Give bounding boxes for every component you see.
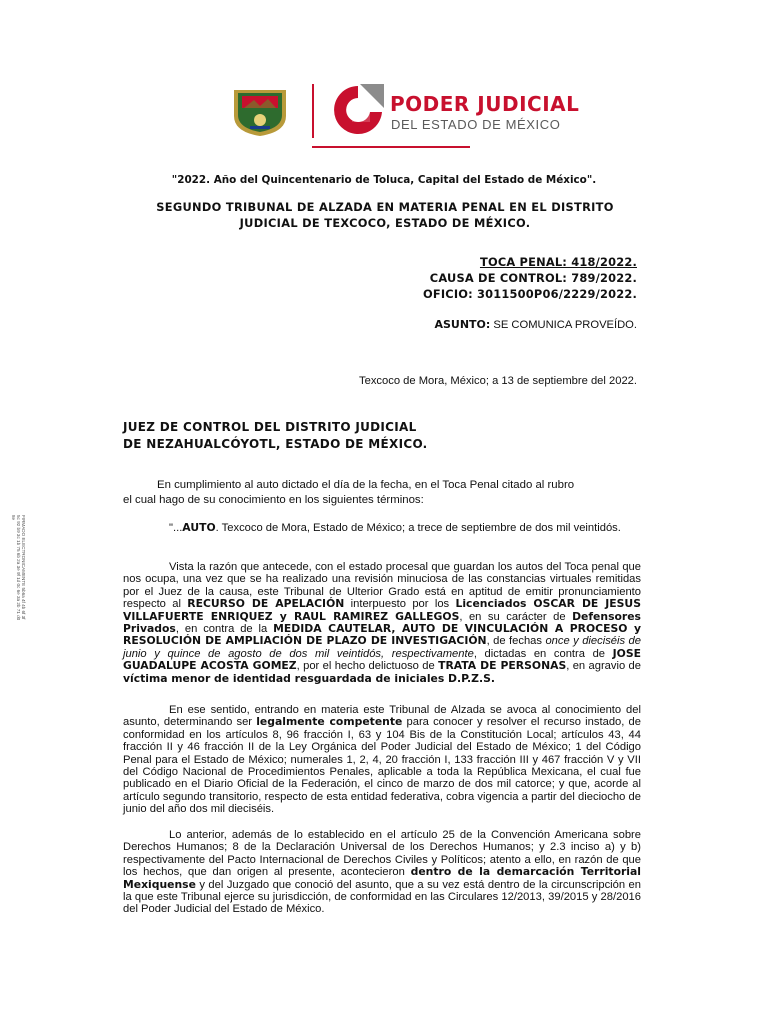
motto: "2022. Año del Quincentenario de Toluca, Capital del Estado de México". (171, 174, 597, 186)
reference-block (380, 254, 637, 302)
intro-paragraph (123, 478, 641, 508)
auto-paragraph: "...AUTO. Texcoco de Mora, Estado de México; a trece de septiembre de dos mil veintidós. (169, 521, 621, 534)
letterhead (0, 0, 768, 160)
paragraph-vista: Vista la razón que antecede, con el estado procesal que guardan los autos del Toca penal que nos ocupa, una vez que se ha realizado una revisión minuciosa de las constancias virtuales remitidas por el Juez de la causa, este Tribunal de Ulterior Grado está en aptitud de emitir pronunciamiento respecto al RECURSO DE APELACIÓN interpuesto por los Licenciados OSCAR DE JESUS VILLAFUERTE ENRIQUEZ y RAUL RAMIREZ GALLEGOS, en su carácter de Defensores Privados, en contra de la MEDIDA CAUTELAR, AUTO DE VINCULACIÓN A PROCESO y RESOLUCIÓN DE AMPLIACIÓN DE PLAZO DE INVESTIGACIÓN, de fechas once y dieciséis de junio y quince de agosto de dos mil veintidós, respectivamente, dictadas en contra de JOSE GUADALUPE ACOSTA GOMEZ, por el hecho delictuoso de TRATA DE PERSONAS, en agravio de víctima menor de identidad resguardada de iniciales D.P.Z.S. (123, 561, 642, 685)
brand-name: PODER JUDICIAL (390, 92, 580, 116)
tribunal-title (120, 199, 650, 231)
intro-line-1: En cumplimiento al auto dictado el día de la fecha, en el Toca Penal citado al rubro (157, 479, 575, 491)
brand-subtitle: DEL ESTADO DE MÉXICO (391, 117, 561, 132)
logo-divider (312, 84, 314, 138)
asunto-line (380, 318, 637, 331)
causa-de-control: CAUSA DE CONTROL: 789/2022. (429, 271, 637, 285)
auto-label: AUTO (182, 521, 216, 534)
addressee-line-2: DE NEZAHUALCÓYOTL, ESTADO DE MÉXICO. (123, 437, 428, 451)
header-underline (312, 146, 470, 148)
tribunal-line-2: JUDICIAL DE TEXCOCO, ESTADO DE MÉXICO. (239, 216, 531, 230)
electronic-signature-note: FIRMADO ELECTRONICAMENTE 5b6a 4f 4b 6f 3f 5c 92 b9 3c 1b 75 6b 2a 3e 9f 1d 0c 6e 3a 2b 71 d0 8e (11, 515, 26, 621)
poder-judicial-logo-icon (330, 82, 388, 138)
toca-penal: TOCA PENAL: 418/2022. (479, 255, 637, 269)
tribunal-line-1: SEGUNDO TRIBUNAL DE ALZADA EN MATERIA PENAL EN EL DISTRITO (156, 200, 614, 214)
paragraph-competencia: En ese sentido, entrando en materia este Tribunal de Alzada se avoca al conocimiento del asunto, determinando ser legalmente competente para conocer y resolver el recurso instado, de conformidad en los artículos 8, 96 fracción I, 63 y 104 Bis de la Constitución Local; artículos 43, 44 fracción II y 46 fracción II de la Ley Orgánica del Poder Judicial del Estado de México; 1 del Código Penal para el Estado de México; numerales 1, 2, 4, 20 fracción I, 133 fracción III y 467 fracción V y VII del Código Nacional de Procedimientos Penales, aplicable a toda la República Mexicana, el cual fue publicado en el Diario Oficial de la Federación, el cinco de marzo de dos mil catorce; y que, acorde al artículo segundo transitorio, respecto de esta entidad federativa, cobra vigencia a partir del dieciocho de junio del año dos mil dieciséis. (123, 704, 641, 816)
addressee-line-1: JUEZ DE CONTROL DEL DISTRITO JUDICIAL (123, 420, 417, 434)
place-and-date: Texcoco de Mora, México; a 13 de septiembre del 2022. (359, 375, 637, 387)
asunto-label: ASUNTO: (434, 318, 491, 331)
paragraph-jurisdiccion: Lo anterior, además de lo establecido en el artículo 25 de la Convención Americana sobre Derechos Humanos; 8 de la Declaración Universal de los Derechos Humanos; y 2.3 inciso a) y b) respectivamente del Pacto Internacional de Derechos Civiles y Políticos; atento a ello, en razón de que los hechos, que dan origen al presente, acontecieron dentro de la demarcación Territorial Mexiquense y del Juzgado que conoció del asunto, que a su vez está dentro de la circunscripción en la que este Tribunal ejerce su jurisdicción, de conformidad en las Circulares 12/2013, 39/2015 y 28/2016 del Poder Judicial del Estado de México. (123, 829, 641, 916)
asunto-value: SE COMUNICA PROVEÍDO. (493, 319, 637, 331)
oficio-number: OFICIO: 3011500P06/2229/2022. (422, 287, 637, 301)
estado-de-mexico-seal-icon (228, 86, 292, 138)
addressee (123, 419, 428, 453)
intro-line-2: el cual hago de su conocimiento en los siguientes términos: (123, 494, 424, 506)
